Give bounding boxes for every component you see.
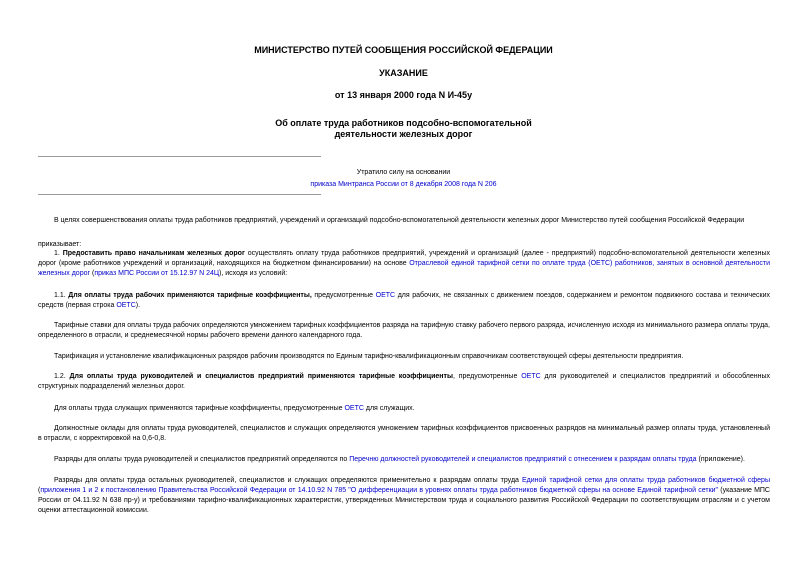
paragraph-1-1: 1.1. Для оплаты труда рабочих применяются тарифные коэффициенты, предусмотренные ОЕТС для рабочих, не связанных с движением поездов, содержанием и ремонтом подвижного состава и технических средств (первая строка ОЕТС). <box>38 292 770 309</box>
oets-link[interactable]: ОЕТС <box>116 302 136 309</box>
oets-link[interactable]: ОЕТС <box>375 292 396 299</box>
other-grades-paragraph: Разряды для оплаты труда остальных руководителей, специалистов и служащих определяются применительно к разрядам оплаты труда Единой тарифной сетки для оплаты труда работников бюджетной сферы (приложения 1 и 2 к постановлению Правительства Российской Федерации от 14.10.92 N 785 "О дифференциации в уровнях оплаты труда работников бюджетной сферы на основе Единой тарифной сетки" (указание МПС России от 04.11.92 N 638 пр-у) и требованиями тарифно-квалификационных характеристик, утвержденных Министерством труда и социального развития Российской Федерации по соответствующим отраслям и с учетом оценки аттестационной комиссии. <box>38 477 770 514</box>
paragraph-1-heading: Предоставить право начальникам железных дорог <box>62 250 245 257</box>
government-decree-link[interactable]: приложения 1 и 2 к постановлению Правительства Российской Федерации от 14.10.92 N 785 "О дифференциации в уровнях оплаты труда работников бюджетной сферы на основе Единой тарифной сетки" <box>40 487 719 494</box>
divider-top <box>38 156 321 157</box>
unified-tariff-grid-link[interactable]: Единой тарифной сетки для оплаты труда работников бюджетной сферы <box>521 477 770 484</box>
tariff-rates-paragraph: Тарифные ставки для оплаты труда рабочих определяются умножением тарифных коэффициентов разряда на тарифную ставку рабочего первого разряда, исчисленную исходя из минимального размера оплаты труда, определенного в отрасли, и среднемесячной нормы рабочего времени данного календарного года. <box>38 322 770 339</box>
orders-line: приказывает: <box>38 241 82 248</box>
mps-order-link[interactable]: приказ МПС России от 15.12.97 N 24Ц <box>94 270 220 277</box>
ministry-heading: МИНИСТЕРСТВО ПУТЕЙ СООБЩЕНИЯ РОССИЙСКОЙ ФЕДЕРАЦИИ <box>254 45 553 55</box>
paragraph-1-2-heading: Для оплаты труда руководителей и специалистов предприятий применяются тарифные коэффициенты <box>69 373 453 380</box>
status-note: Утратило силу на основании <box>356 169 451 176</box>
tariffication-paragraph: Тарификация и установление квалификационных разрядов рабочим производятся по Единым тарифно-квалификационным справочникам соответствующей сферы деятельности предприятия. <box>54 353 684 360</box>
grades-paragraph: Разряды для оплаты труда руководителей и специалистов предприятий определяются по Перечню должностей руководителей и специалистов предприятий с отнесением к разрядам оплаты труда (приложение). <box>54 456 745 463</box>
document-type: УКАЗАНИЕ <box>379 68 428 78</box>
oets-link[interactable]: ОЕТС <box>521 373 541 380</box>
divider-bottom <box>38 194 321 195</box>
paragraph-1-2: 1.2. Для оплаты труда руководителей и специалистов предприятий применяются тарифные коэффициенты, предусмотренные ОЕТС для руководителей и специалистов предприятий и обособленных структурных подразделений железных дорог. <box>38 373 771 390</box>
document-title-line-1: Об оплате труда работников подсобно-вспомогательной <box>275 118 532 128</box>
paragraph-1: 1. Предоставить право начальникам железных дорог осуществлять оплату труда работников предприятий, учреждений и организаций (далее - предприятий) подсобно-вспомогательной деятельности железных дорог (кроме работников учреждений и организаций, находящихся на бюджетном финансировании) на основе Отраслевой единой тарифной сетки по оплате труда (ОЕТС) работников, занятых в основной деятельности железных дорог (приказ МПС России от 15.12.97 N 24Ц), исходя из условий: <box>38 250 770 277</box>
document-title-line-2: деятельности железных дорог <box>334 129 473 139</box>
oets-link[interactable]: Отраслевой единой тарифной сетки по оплате труда (ОЕТС) работников, занятых в основной деятельности железных дорог <box>38 260 770 277</box>
employees-paragraph: Для оплаты труда служащих применяются тарифные коэффициенты, предусмотренные ОЕТС для служащих. <box>54 405 415 412</box>
repeal-order-link[interactable]: приказа Минтранса России от 8 декабря 2008 года N 206 <box>310 181 497 188</box>
positions-list-link[interactable]: Перечню должностей руководителей и специалистов предприятий с отнесением к разрядам оплаты труда <box>349 456 697 463</box>
salaries-paragraph: Должностные оклады для оплаты труда руководителей, специалистов и служащих определяются умножением тарифных коэффициентов присвоенных разрядов на минимальный размер оплаты труда, установленный в отрасли, с корректировкой на 0,6-0,8. <box>38 425 770 442</box>
paragraph-1-1-heading: Для оплаты труда рабочих применяются тарифные коэффициенты, <box>68 292 312 299</box>
oets-link[interactable]: ОЕТС <box>344 405 364 412</box>
document-date: от 13 января 2000 года N И-45у <box>334 90 473 100</box>
intro-paragraph: В целях совершенствования оплаты труда работников предприятий, учреждений и организаций подсобно-вспомогательной деятельности железных дорог Министерство путей сообщения Российской Федерации <box>54 217 745 224</box>
